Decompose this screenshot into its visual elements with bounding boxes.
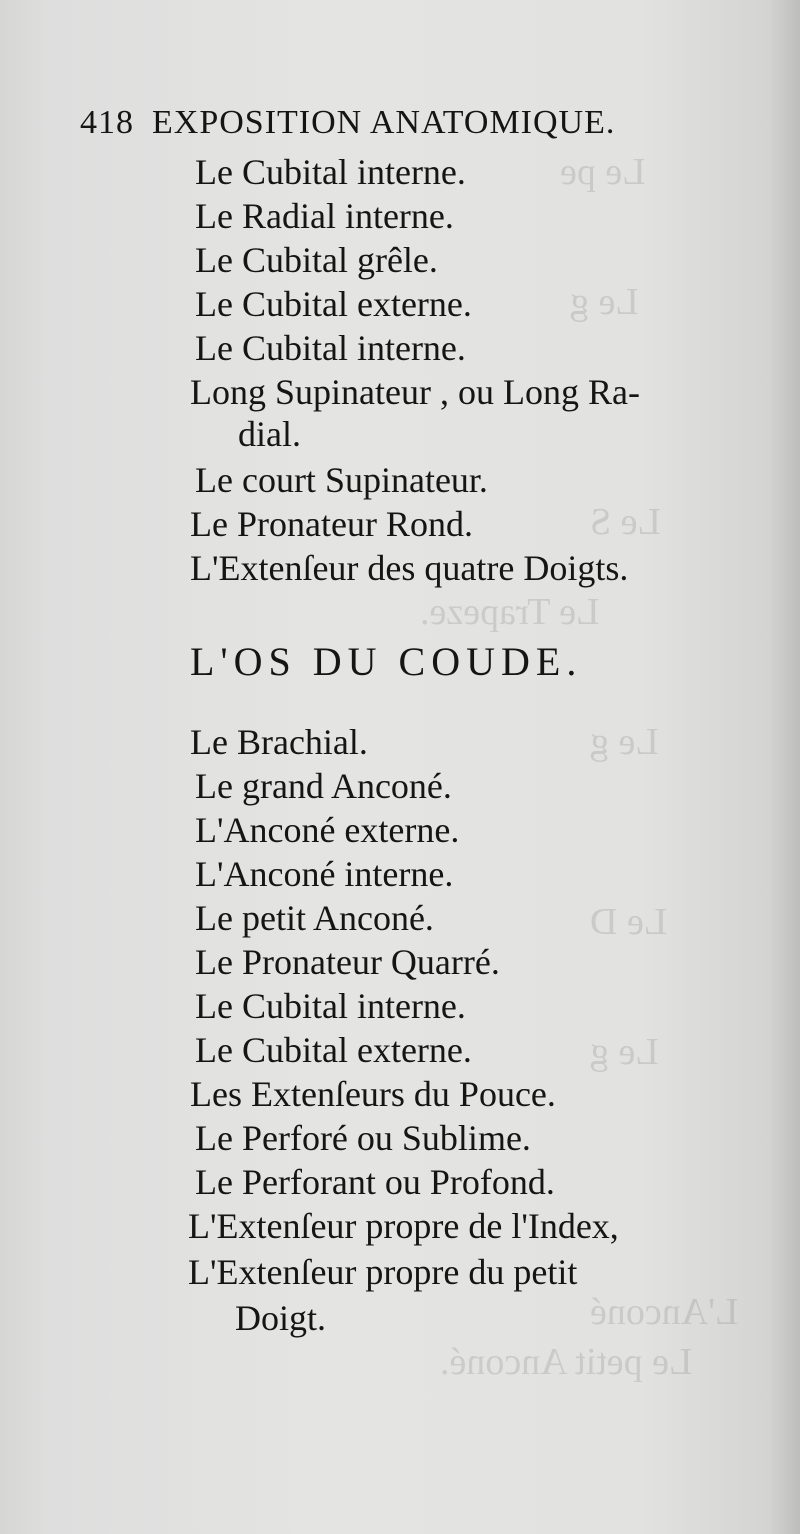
list-item-continuation: Doigt. (235, 1298, 327, 1338)
list-item-continuation: dial. (238, 414, 301, 454)
running-title: EXPOSITION ANATOMIQUE. (152, 104, 616, 141)
list-item: L'Extenſeur propre de l'Index, (188, 1206, 619, 1246)
show-through-text: Le pe Le g Le S Le Trapeze. Le g Le D Le g L'Anconé Le petit Anconé. (420, 151, 739, 1383)
list-item: Le Cubital grêle. (195, 240, 438, 280)
list-item: Le Perforé ou Sublime. (195, 1118, 531, 1158)
page-number: 418 (80, 104, 134, 141)
list-item: Le Cubital externe. (195, 1030, 472, 1070)
list-item: Le Brachial. (190, 722, 368, 762)
list-item: Le Cubital externe. (195, 284, 472, 324)
list-item: Long Supinateur , ou Long Ra- (190, 372, 640, 412)
list-item: Le Pronateur Rond. (190, 504, 473, 544)
list-item: Le Perforant ou Profond. (195, 1162, 555, 1202)
section-title: L'OS DU COUDE. (190, 639, 583, 684)
list-item: Le grand Anconé. (195, 766, 452, 806)
list-item: Les Extenſeurs du Pouce. (190, 1074, 556, 1114)
list-item: L'Extenſeur propre du petit (188, 1252, 578, 1292)
list-item: Le Pronateur Quarré. (195, 942, 500, 982)
list-item: Le court Supinateur. (195, 460, 488, 500)
list-item: Le Cubital interne. (195, 328, 466, 368)
list-item: Le Cubital interne. (195, 152, 466, 192)
list-item: L'Extenſeur des quatre Doigts. (190, 548, 629, 588)
list-item: Le petit Anconé. (195, 898, 434, 938)
list-item: L'Anconé interne. (195, 854, 454, 894)
list-item: Le Radial interne. (195, 196, 454, 236)
list-item: L'Anconé externe. (195, 810, 460, 850)
list-item: Le Cubital interne. (195, 986, 466, 1026)
